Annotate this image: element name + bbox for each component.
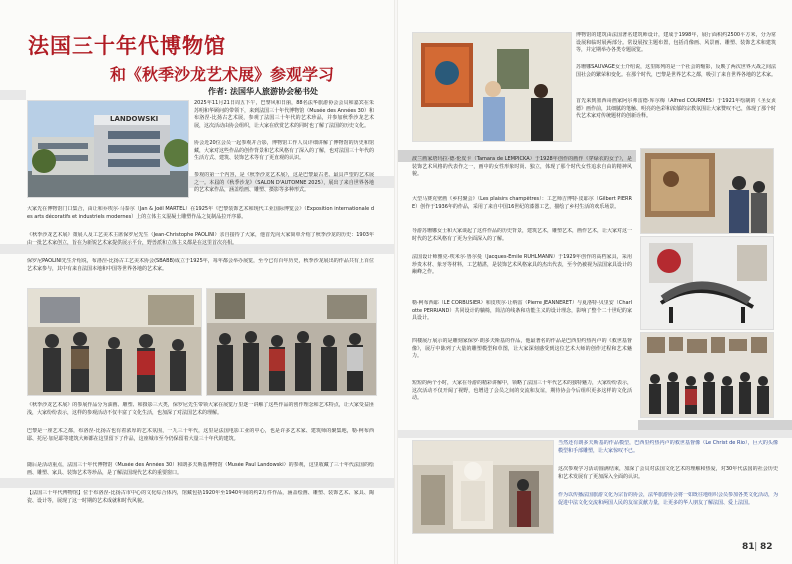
paragraph-ruhlmann: 法国设计师雅克-埃米尔·鲁尔曼（Jacques-Émile RUHLMANN）于1929年创作的高档家具，采用珍贵木材、象牙等材料，工艺精湛，是装饰艺术风格家具的杰出代表，至今仍被视为法国家具设计的巅峰之作。 (412, 254, 632, 276)
page-number-left: 81 (742, 542, 755, 552)
paragraph-conclusion-visit: 短短的两个小时，大家在导游的精彩讲解中，领略了法国三十年代艺术的独特魅力，大家纷纷表示，这次活动不仅开阔了视野，也增进了会员之间的交流和友谊，期待协会今后组织更多这样的文化活动。 (412, 380, 632, 402)
paragraph-martel: 大家先在博物馆门口集合，由让和乔埃尔·马泰尔（Jan & Joël MARTEL）在1925年《巴黎装饰艺术和现代工业国际博览会》（Exposition internationale des arts décoratifs et industriels modernes）上的立体主义混凝土雕塑作品之复制品拉开序幕。 (27, 206, 374, 220)
paragraph-le-corbusier: 勒·柯布西耶（LE CORBUSIER）和皮埃尔·让纳雷（Pierre JEANNERET）与夏洛特·贝里安（Charlotte PERRIAND）共同设计的躺椅，简洁的线条和功能主义的设计理念，影响了整个二十世纪的家具设计。 (412, 300, 632, 322)
paragraph-paolini: 《秋季沙龙艺术展》策展人及工艺美术主席保罗尼先生（Jean-Christophe PAOLINI）亲自接待了大家，他首先向大家简单介绍了秋季沙龙的历史：1903年由一批艺术家创立，旨在为新锐艺术家提供展示平台，野兽派和立体主义都是在这里首次亮相。 (27, 232, 374, 246)
paragraph-sauvage: 苏珊娜SAUVAGE女士介绍说，这里陈列的是一个社会的缩影，反映了两次世界大战之间法国社会的繁荣和变化。在那个时代，巴黎是世界艺术之都，吸引了来自世界各地的艺术家。 (576, 64, 776, 78)
paragraph-lempicka: 波兰画家塔玛拉·德·伦皮卡（Tamara de LEMPICKA）于1928年创作的画作《穿绿衣的女子》，是装饰艺术风格的代表作之一，画中的女性形象时尚、独立，体现了那个时代女性追求自由的精神风貌。 (412, 156, 632, 178)
article-author: 作者: 法国华人旅游协会秘书处 (208, 87, 318, 96)
paragraph-sbabb: 保罗尼PAOLINI先生介绍说，布洛涅-比扬古工艺美术协会(SBABB)成立于1925年，每年都会举办展览，至今已有百年历史，秋季沙龙展出的作品共有上百位艺术家参与，其中有来自法国本地和中国等世界各地的艺术家。 (27, 258, 374, 272)
page-number-right: 82 (760, 542, 773, 552)
page-gutter (394, 0, 398, 564)
paragraph-courmes: 首先来到墨西哥画家阿尔弗雷德·库尔梅（Alfred COURMES）于1921年绘制的《圣女贞德》画作前，其细腻的笔触、明亮的色彩和浓郁的宗教氛围让大家赞叹不已，体现了那个时代艺术家对传统题材的创新诠释。 (576, 98, 776, 120)
paragraph-salon-works: 《秋季沙龙艺术展》的参展作品分为油画、雕塑、和摄影三大类，保罗尼先生带领大家在展览厅里逐一讲解了这些作品的创作理念和艺术特点，让大家受益匪浅，大家纷纷表示，这样的参观活动不仅丰富了文化生活，也加深了对法国艺术的理解。 (27, 402, 374, 416)
photo-group-gallery (640, 332, 774, 418)
paragraph-group-visit: 协会近20位会员一起参观并合影，博物馆工作人员详细讲解了博物馆的历史和馆藏，大家对这些作品的创作背景和艺术风格有了深入的了解，也对法国三十年代的生活方式、建筑、装饰艺术等有了更直观的认识。 (194, 140, 374, 162)
decor-band (638, 420, 792, 430)
page-number-divider: | (754, 542, 758, 552)
paragraph-mosaic: 大型马赛克壁画《乡村聚会》（Les plaisirs champêtres）：工艺师吉博特·皮耶尔（Gilbert PIERRE）创作于1936年的作品，采用了来自中国16世纪的漆器工艺，描绘了乡村生活的欢乐场景。 (412, 196, 632, 210)
paragraph-landowski-floor: 四楼展厅展示的是雕刻家保罗·朗多夫斯基的作品，他最著名的作品是巴西里约热内卢的《救世基督像》，展厅中陈列了大量的雕塑模型和草图，让大家深刻感受到这位艺术大师的创作过程和艺术魅力。 (412, 338, 632, 360)
paragraph-christ-rio: 当然还有朗多夫斯基的作品模型，巴西里约热内卢的救世基督像（Le Christ de Rio），巨大的头像模型和手部雕塑，让大家惊叹不已。 (558, 440, 778, 454)
article-title: 法国三十年代博物馆 (28, 34, 226, 58)
paragraph-summary: 这次参观学习活动圆满结束，加深了会员对法国文化艺术的理解和热爱，对30年代法国的社会历史和艺术发展有了更加深入全面的认识。 (558, 466, 778, 480)
right-page (396, 0, 792, 564)
photo-guide-mural (640, 148, 774, 234)
photo-chaise-longue (640, 236, 774, 330)
paragraph-association-mission: 作为以传播法国旅游文化为宗旨的协会，法华旅游协会将一如既往地组织会员参加各类文化活动，为促进中法文化交流和两国人民的友谊贡献力量，让更多的华人朋友了解法国、爱上法国。 (558, 492, 778, 506)
article-subtitle: 和《秋季沙龙艺术展》参观学习 (110, 65, 335, 84)
paragraph-museum-building: 博物馆的建筑由法国著名建筑师设计，建成于1998年，展厅面积约2500平方米，分为常设展和临时展两部分。常设展按主题布置，包括肖像画、风景画、雕塑、装饰艺术和建筑等，并定期举办各类专题展览。 (576, 32, 776, 54)
intro-paragraph: 2025年11月21日周五下午，巴黎风和日丽，88名法华旅游协会会员和嘉宾在朱苏明和华顾问的带领下，来到法国三十年代博物馆（Musée des Années 30）和布洛涅-比扬古艺术展，参观了法国三十年代的艺术珍品，并参加秋季沙龙艺术展，这次活动由协会组织，让大家在欣赏艺术的同时也了解了法国的历史文化。 (194, 100, 374, 129)
building-sign: LANDOWSKI (110, 115, 159, 123)
paragraph-salon-intro: 参观的第一个内容，是《秋季沙龙艺术展》，这是巴黎最古老、最具声望的艺术展之一。本届的《秋季沙龙》（SALON D'AUTOMNE 2025），展出了来自世界各地的艺术家作品，涵盖绘画、雕塑、摄影等多种形式。 (194, 172, 374, 194)
photo-visitors-right (206, 288, 377, 396)
decor-band (396, 430, 792, 438)
paragraph-boulogne-history: 巴黎是一座艺术之都，布洛涅-比扬古也有着浓厚的艺术氛围，一九三十年代，这里是法国电影工业的中心，也是许多艺术家、建筑师的聚集地，勒·柯布西耶、托尼·加尼耶等建筑大师都在这里留下了作品，这座城市至今仍保留着大量三十年代的建筑。 (27, 428, 374, 442)
photo-museum-building (27, 100, 189, 198)
paragraph-museum-annees30: 【法国三十年代博物馆】位于布洛涅-比扬古市中心的文化综合体内，馆藏包括1920年至1940年间的约2万件作品，涵盖绘画、雕塑、装饰艺术、家具、陶瓷、设计等，展现了这一时期的艺术成就和时代风貌。 (27, 490, 374, 504)
paragraph-guide-history: 导游苏珊娜女士和大家谈起了这件作品的历史背景，建筑艺术，雕塑艺术，画作艺术，让大家对这一时代的艺术风格有了更为全面深入的了解。 (412, 228, 632, 242)
photo-guide-painting (412, 32, 572, 142)
photo-visitors-left (27, 288, 202, 396)
photo-sculpture-hall (412, 440, 554, 534)
paragraph-museum-visit: 随后是活动重点，法国三十年代博物馆（Musée des Années 30）和朗多夫斯基博物馆（Musée Paul Landowski）的参观，这里收藏了三十年代法国的绘画、雕塑、家具、装饰艺术等珍品，是了解法国现代艺术的重要窗口。 (27, 462, 374, 476)
decor-band (0, 90, 26, 100)
